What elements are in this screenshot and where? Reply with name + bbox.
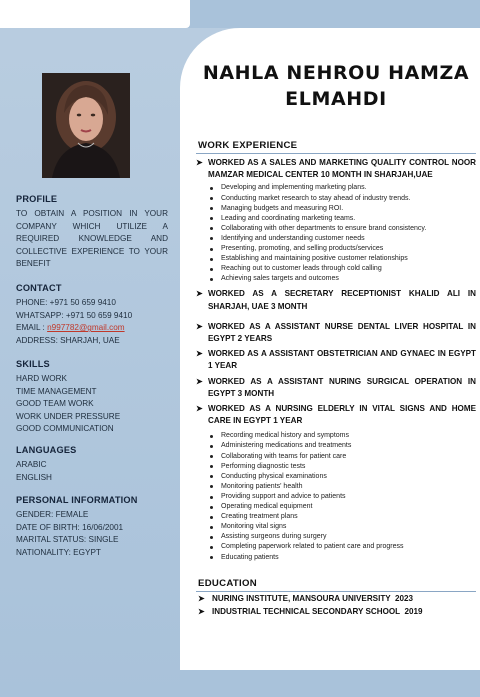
- sales-duties-list: [196, 183, 476, 284]
- education-item: NURING INSTITUTE, MANSOURA UNIVERSITY 2023: [212, 594, 414, 603]
- list-item: Providing support and advice to patients: [208, 492, 476, 502]
- work-experience-heading: WORK EXPERIENCE: [198, 140, 298, 151]
- job-entry: [196, 157, 476, 181]
- job-entry: [196, 288, 476, 312]
- contact-section: [16, 283, 168, 347]
- skills-heading: SKILLS: [16, 359, 50, 369]
- job-entry: [196, 403, 476, 427]
- list-item: Presenting, promoting, and selling products/services: [208, 244, 476, 254]
- bottom-decorative-strip: [180, 670, 480, 697]
- contact-phone: PHONE: +971 50 659 9410: [16, 298, 116, 307]
- personal-info-section: [16, 495, 168, 559]
- arrow-right-icon: ➤: [196, 376, 203, 386]
- job-entry: [196, 348, 476, 372]
- list-item: Operating medical equipment: [208, 502, 476, 512]
- list-item: Conducting market research to stay ahead of industry trends.: [208, 194, 476, 204]
- job-entry: [196, 376, 476, 400]
- list-item: Conducting physical examinations: [208, 472, 476, 482]
- job-title: WORKED AS A ASSISTANT NURSE DENTAL LIVER HOSPITAL IN EGYPT 2 YEARS: [208, 321, 476, 343]
- job-title: WORKED AS A NURSING ELDERLY IN VITAL SIGNS AND HOME CARE IN EGYPT 1 YEAR: [208, 403, 476, 426]
- list-item: Collaborating with teams for patient care: [208, 452, 476, 462]
- list-item: Developing and implementing marketing plans.: [208, 183, 476, 193]
- job-title: WORKED AS A SECRETARY RECEPTIONIST KHALID ALI IN SHARJAH, UAE 3 MONTH: [208, 289, 476, 311]
- profile-heading: PROFILE: [16, 194, 58, 204]
- work-experience-section: [196, 140, 476, 563]
- skill-item: GOOD TEAM WORK: [16, 399, 94, 409]
- skill-item: HARD WORK: [16, 374, 67, 383]
- personal-nationality: NATIONALITY: EGYPT: [16, 547, 101, 557]
- education-entry: [196, 606, 476, 619]
- skills-section: [16, 359, 168, 436]
- list-item: Administering medications and treatments: [208, 441, 476, 451]
- contact-heading: CONTACT: [16, 283, 62, 293]
- contact-email-row: [16, 322, 168, 335]
- profile-photo: [42, 73, 130, 178]
- nursing-duties-list: [196, 431, 476, 562]
- email-label: EMAIL :: [16, 323, 48, 333]
- list-item: Identifying and understanding customer needs: [208, 234, 476, 244]
- skill-item: GOOD COMMUNICATION: [16, 424, 114, 434]
- education-section: [196, 578, 476, 618]
- list-item: Monitoring vital signs: [208, 522, 476, 532]
- list-item: Achieving sales targets and outcomes: [208, 274, 476, 284]
- candidate-name: NAHLA NEHROU HAMZA ELMAHDI: [202, 62, 470, 110]
- list-item: Creating treatment plans: [208, 512, 476, 522]
- job-entry: [196, 321, 476, 345]
- list-item: Performing diagnostic tests: [208, 462, 476, 472]
- list-item: Assisting surgeons during surgery: [208, 532, 476, 542]
- list-item: Monitoring patients' health: [208, 482, 476, 492]
- languages-section: [16, 445, 168, 484]
- profile-text: TO OBTAIN A POSITION IN YOUR COMPANY WHICH UTILIZE A REQUIRED KNOWLEDGE AND COLLECTIVE EXPERIENCE TO YOUR BENEFIT: [16, 209, 168, 269]
- personal-dob: DATE OF BIRTH: 16/06/2001: [16, 522, 124, 532]
- personal-info-heading: PERSONAL INFORMATION: [16, 495, 138, 505]
- job-title: WORKED AS A ASSISTANT NURING SURGICAL OPERATION IN EGYPT 3 MONTH: [208, 376, 476, 398]
- language-item: ENGLISH: [16, 472, 52, 482]
- education-heading: EDUCATION: [198, 578, 258, 589]
- list-item: Establishing and maintaining positive customer relationships: [208, 254, 476, 264]
- arrow-right-icon: ➤: [198, 606, 205, 616]
- arrow-right-icon: ➤: [196, 289, 203, 299]
- top-left-decoration: [0, 0, 190, 28]
- list-item: Reaching out to customer leads through cold calling: [208, 264, 476, 274]
- job-title: WORKED AS A SALES AND MARKETING QUALITY CONTROL NOOR MAMZAR MEDICAL CENTER 10 MONTH IN SHARJAH,UAE: [208, 158, 476, 180]
- education-entry: [196, 593, 476, 606]
- arrow-right-icon: ➤: [196, 403, 203, 413]
- personal-marital-status: MARITAL STATUS: SINGLE: [16, 535, 119, 545]
- education-divider: [196, 591, 476, 592]
- list-item: Leading and coordinating marketing teams.: [208, 214, 476, 224]
- list-item: Managing budgets and measuring ROI.: [208, 204, 476, 214]
- profile-photo-illustration: [42, 73, 130, 178]
- language-item: ARABIC: [16, 460, 47, 469]
- languages-heading: LANGUAGES: [16, 445, 77, 455]
- arrow-right-icon: ➤: [196, 321, 203, 331]
- arrow-right-icon: ➤: [196, 158, 203, 167]
- contact-whatsapp: WHATSAPP: +971 50 659 9410: [16, 310, 133, 320]
- email-link[interactable]: n997782@gmail.com: [47, 323, 125, 333]
- personal-gender: GENDER: FEMALE: [16, 510, 89, 519]
- arrow-right-icon: ➤: [198, 594, 205, 603]
- list-item: Collaborating with other departments to ensure brand consistency.: [208, 224, 476, 234]
- skill-item: WORK UNDER PRESSURE: [16, 411, 121, 421]
- list-item: Educating patients: [208, 553, 476, 563]
- arrow-right-icon: ➤: [196, 349, 203, 359]
- list-item: Completing paperwork related to patient care and progress: [208, 542, 476, 552]
- skill-item: TIME MANAGEMENT: [16, 386, 97, 396]
- job-title: WORKED AS A ASSISTANT OBSTETRICIAN AND GYNAEC IN EGYPT 1 YEAR: [208, 349, 476, 371]
- work-experience-divider: [196, 153, 476, 154]
- education-item: INDUSTRIAL TECHNICAL SECONDARY SCHOOL 2019: [212, 606, 423, 616]
- list-item: Recording medical history and symptoms: [208, 431, 476, 441]
- contact-address: ADDRESS: SHARJAH, UAE: [16, 335, 120, 345]
- profile-section: [16, 194, 168, 271]
